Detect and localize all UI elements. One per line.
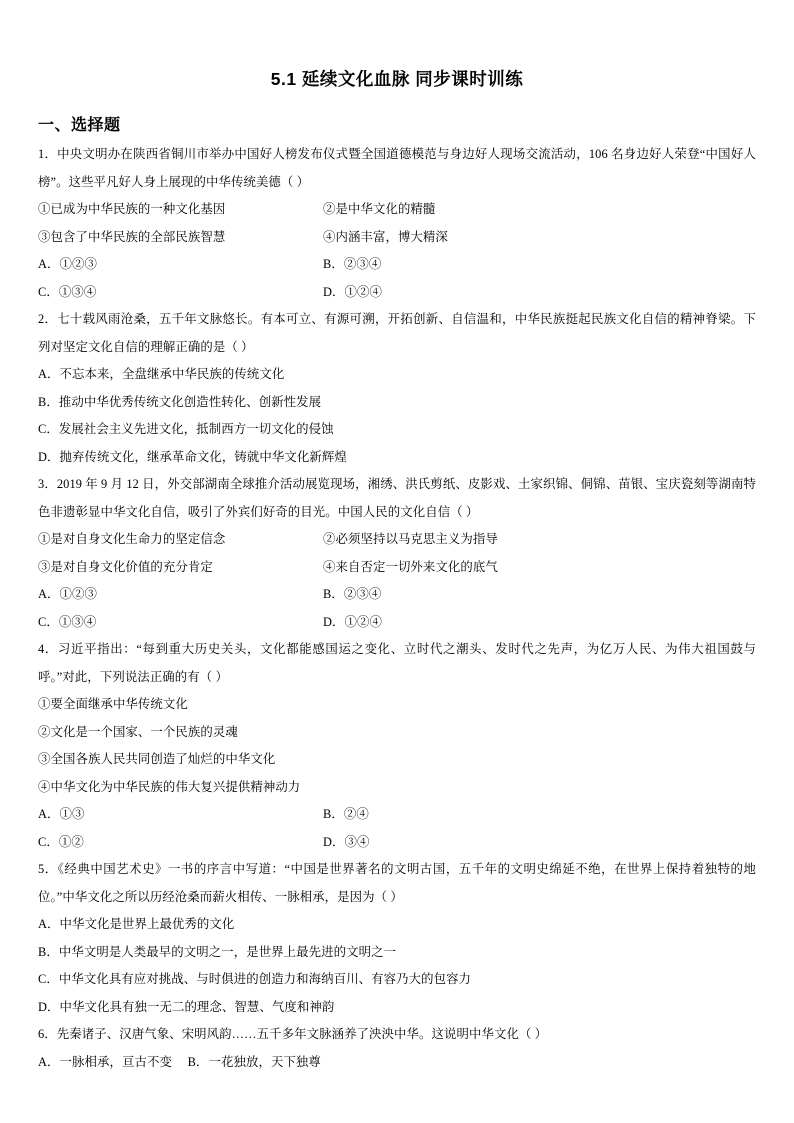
question-5-choice-a[interactable]: A．中华文化是世界上最优秀的文化 [38, 917, 235, 932]
question-3-statements-row-1 [38, 526, 756, 554]
question-4-choice-d[interactable]: D．③④ [323, 834, 370, 849]
question-5-choice-c[interactable]: C．中华文化具有应对挑战、与时俱进的创造力和海纳百川、有容乃大的包容力 [38, 972, 472, 987]
question-3-choice-c[interactable]: C．①③④ [38, 614, 97, 629]
question-2-choice-c[interactable]: C．发展社会主义先进文化，抵制西方一切文化的侵蚀 [38, 422, 334, 437]
question-1-choices-row-1 [38, 251, 756, 279]
question-3-statement-1: ①是对自身文化生命力的坚定信念 [38, 532, 226, 547]
question-3-statement-2: ②必须坚持以马克思主义为指导 [323, 532, 498, 547]
question-1-choice-a[interactable]: A．①②③ [38, 257, 98, 272]
question-2-choice-d[interactable]: D．抛弃传统文化，继承革命文化，铸就中华文化新辉煌 [38, 449, 347, 464]
question-3-statements-row-2 [38, 554, 756, 582]
question-1-statement-4: ④内涵丰富，博大精深 [323, 229, 448, 244]
question-3-choice-b[interactable]: B．②③④ [323, 587, 382, 602]
page-title: 5.1 延续文化血脉 同步课时训练 [270, 69, 524, 89]
question-1-statements-row-1 [38, 196, 756, 224]
question-3-choices-row-2 [38, 609, 756, 637]
section-heading-choice-questions: 一、选择题 [38, 116, 121, 134]
question-4-statement-4: ④中华文化为中华民族的伟大复兴提供精神动力 [38, 779, 301, 794]
question-3-choice-d[interactable]: D．①②④ [323, 614, 383, 629]
question-2-choice-a[interactable]: A．不忘本来，全盘继承中华民族的传统文化 [38, 367, 285, 382]
question-4-statement-3: ③全国各族人民共同创造了灿烂的中华文化 [38, 752, 276, 767]
question-3 [38, 471, 756, 636]
question-4-choices-row-2 [38, 829, 756, 857]
question-1-choice-d[interactable]: D．①②④ [323, 284, 383, 299]
question-1-stem: 1．中央文明办在陕西省铜川市举办中国好人榜发布仪式暨全国道德模范与身边好人现场交流活动，106 名身边好人荣登“中国好人榜”。这些平凡好人身上展现的中华传统美德（ ） [38, 147, 756, 189]
question-4-choice-c[interactable]: C．①② [38, 834, 84, 849]
question-4-stem: 4．习近平指出：“每到重大历史关头，文化都能感国运之变化、立时代之潮头、发时代之先声，为亿万人民、为伟大祖国鼓与呼。”对此，下列说法正确的有（ ） [38, 642, 756, 684]
question-3-stem: 3．2019 年 9 月 12 日，外交部湖南全球推介活动展览现场，湘绣、洪氏剪纸、皮影戏、土家织锦、侗锦、苗银、宝庆瓷刻等湖南特色非遗彰显中华文化自信，吸引了外宾们好奇的目光。中国人民的文化自信（ ） [38, 477, 756, 519]
question-1-statements-row-2 [38, 224, 756, 252]
question-4-statement-1: ①要全面继承中华传统文化 [38, 697, 188, 712]
question-3-statement-4: ④来自否定一切外来文化的底气 [323, 559, 498, 574]
question-5 [38, 856, 756, 1021]
question-1 [38, 141, 756, 306]
question-1-choice-c[interactable]: C．①③④ [38, 284, 97, 299]
question-4-choice-b[interactable]: B．②④ [323, 807, 369, 822]
question-1-statement-1: ①已成为中华民族的一种文化基因 [38, 202, 226, 217]
question-2 [38, 306, 756, 471]
question-3-statement-3: ③是对自身文化价值的充分肯定 [38, 559, 213, 574]
question-1-choices-row-2 [38, 279, 756, 307]
question-3-choices-row-1 [38, 581, 756, 609]
question-2-choice-b[interactable]: B．推动中华优秀传统文化创造性转化、创新性发展 [38, 394, 322, 409]
question-6 [38, 1021, 756, 1076]
question-5-choice-b[interactable]: B．中华文明是人类最早的文明之一，是世界上最先进的文明之一 [38, 944, 397, 959]
question-3-choice-a[interactable]: A．①②③ [38, 587, 98, 602]
question-4-statement-2: ②文化是一个国家、一个民族的灵魂 [38, 724, 238, 739]
question-5-choice-d[interactable]: D．中华文化具有独一无二的理念、智慧、气度和神韵 [38, 999, 335, 1014]
question-5-stem: 5．《经典中国艺术史》一书的序言中写道：“中国是世界著名的文明古国，五千年的文明史绵延不绝，在世界上保持着独特的地位。”中华文化之所以历经沧桑而薪火相传、一脉相承，是因为（ ） [38, 862, 756, 904]
question-6-stem: 6．先秦诸子、汉唐气象、宋明风韵……五千多年文脉涵养了泱泱中华。这说明中华文化（ ） [38, 1027, 548, 1042]
question-1-statement-3: ③包含了中华民族的全部民族智慧 [38, 229, 226, 244]
question-4-choice-a[interactable]: A．①③ [38, 807, 85, 822]
question-1-statement-2: ②是中华文化的精髓 [323, 202, 436, 217]
question-1-choice-b[interactable]: B．②③④ [323, 257, 382, 272]
question-4-choices-row-1 [38, 801, 756, 829]
question-6-choices-row-1[interactable]: A．一脉相承，亘古不变 B．一花独放，天下独尊 [38, 1054, 321, 1069]
question-4 [38, 636, 756, 856]
question-2-stem: 2．七十载风雨沧桑，五千年文脉悠长。有本可立、有源可溯，开拓创新、自信温和，中华民族挺起民族文化自信的精神脊梁。下列对坚定文化自信的理解正确的是（ ） [38, 312, 756, 354]
